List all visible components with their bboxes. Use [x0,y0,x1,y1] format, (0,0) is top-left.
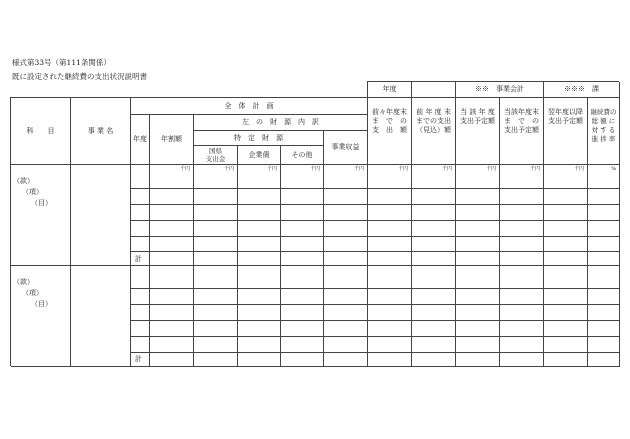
row-line [131,352,620,353]
row-line [131,304,620,305]
jigyo-shueki-header: 事業収益 [324,131,368,165]
nendo-header: 年度 [131,115,150,165]
unit-zen: 千円 [441,166,452,172]
row-line [131,320,620,321]
unit-sonota: 千円 [309,166,320,172]
nenwarigaku-header: 年割額 [150,115,194,165]
kokken-shishutsukin-header: 国県 支出金 [194,146,238,165]
unit-percent: % [611,166,616,172]
unit-to: 千円 [485,166,496,172]
unit-nenwarigaku: 千円 [179,166,190,172]
unit-yoku: 千円 [573,166,584,172]
kan-label-1: （款） [13,177,34,185]
unit-to-made: 千円 [529,166,540,172]
row-line [131,188,620,189]
unit-kokken: 千円 [223,166,234,172]
zaigen-uchiwake-header: 左 の 財 源 内 訳 [194,115,368,131]
nendo-value [412,82,456,98]
total-label-1: 計 [135,255,142,263]
form-number: 様式第33号（第111条関係） [12,58,111,67]
sonota-header: その他 [281,146,324,165]
unit-kigyosai: 千円 [266,166,277,172]
tokutei-zaigen-header: 特 定 財 源 [194,131,324,146]
unit-zenzen: 千円 [397,166,408,172]
kigyosai-header: 企業債 [238,146,281,165]
to-nendo-header: 当 該 年 度 支出予定額 [456,98,500,165]
jigyo-mei-header: 事 業 名 [71,98,131,165]
main-table [10,97,619,366]
row-line [131,288,620,289]
row-line [131,204,620,205]
kan-label-2: （款） [13,278,34,286]
unit-shueki: 千円 [353,166,364,172]
ko-label-2: （項） [22,289,43,297]
to-nendo-made-header: 当該年度末 ま で の 支出予定額 [500,98,544,165]
moku-label-1: （目） [31,199,52,207]
top-row-table [367,81,619,97]
total-label-2: 計 [135,355,142,363]
ka-label: ※※※ 課 [544,82,620,98]
jigyo-mei-cell-2 [71,266,131,367]
row-line [131,236,620,237]
zenzen-nendo-header: 前々年度末 ま で の 支 出 額 [368,98,412,165]
moku-label-2: （目） [31,300,52,308]
zentai-keikaku-header: 全 体 計 画 [131,98,368,115]
shinchoku-header: 継続費の 総 額 に 対 す る 進 捗 率 [588,98,620,165]
ko-label-1: （項） [22,188,43,196]
row-line [131,251,620,252]
jigyo-mei-cell-1 [71,165,131,266]
kamoku-header: 科 目 [11,98,71,165]
row-line [131,220,620,221]
row-line [131,336,620,337]
yoku-nendo-header: 翌年度以降 支出予定額 [544,98,588,165]
nendo-label: 年度 [368,82,412,98]
zen-nendo-header: 前 年 度 末 までの支出 （見込）額 [412,98,456,165]
jigyo-kaikei-label: ※※ 事業会計 [456,82,544,98]
form-title: 既に設定された継続費の支出状況説明書 [12,72,147,81]
